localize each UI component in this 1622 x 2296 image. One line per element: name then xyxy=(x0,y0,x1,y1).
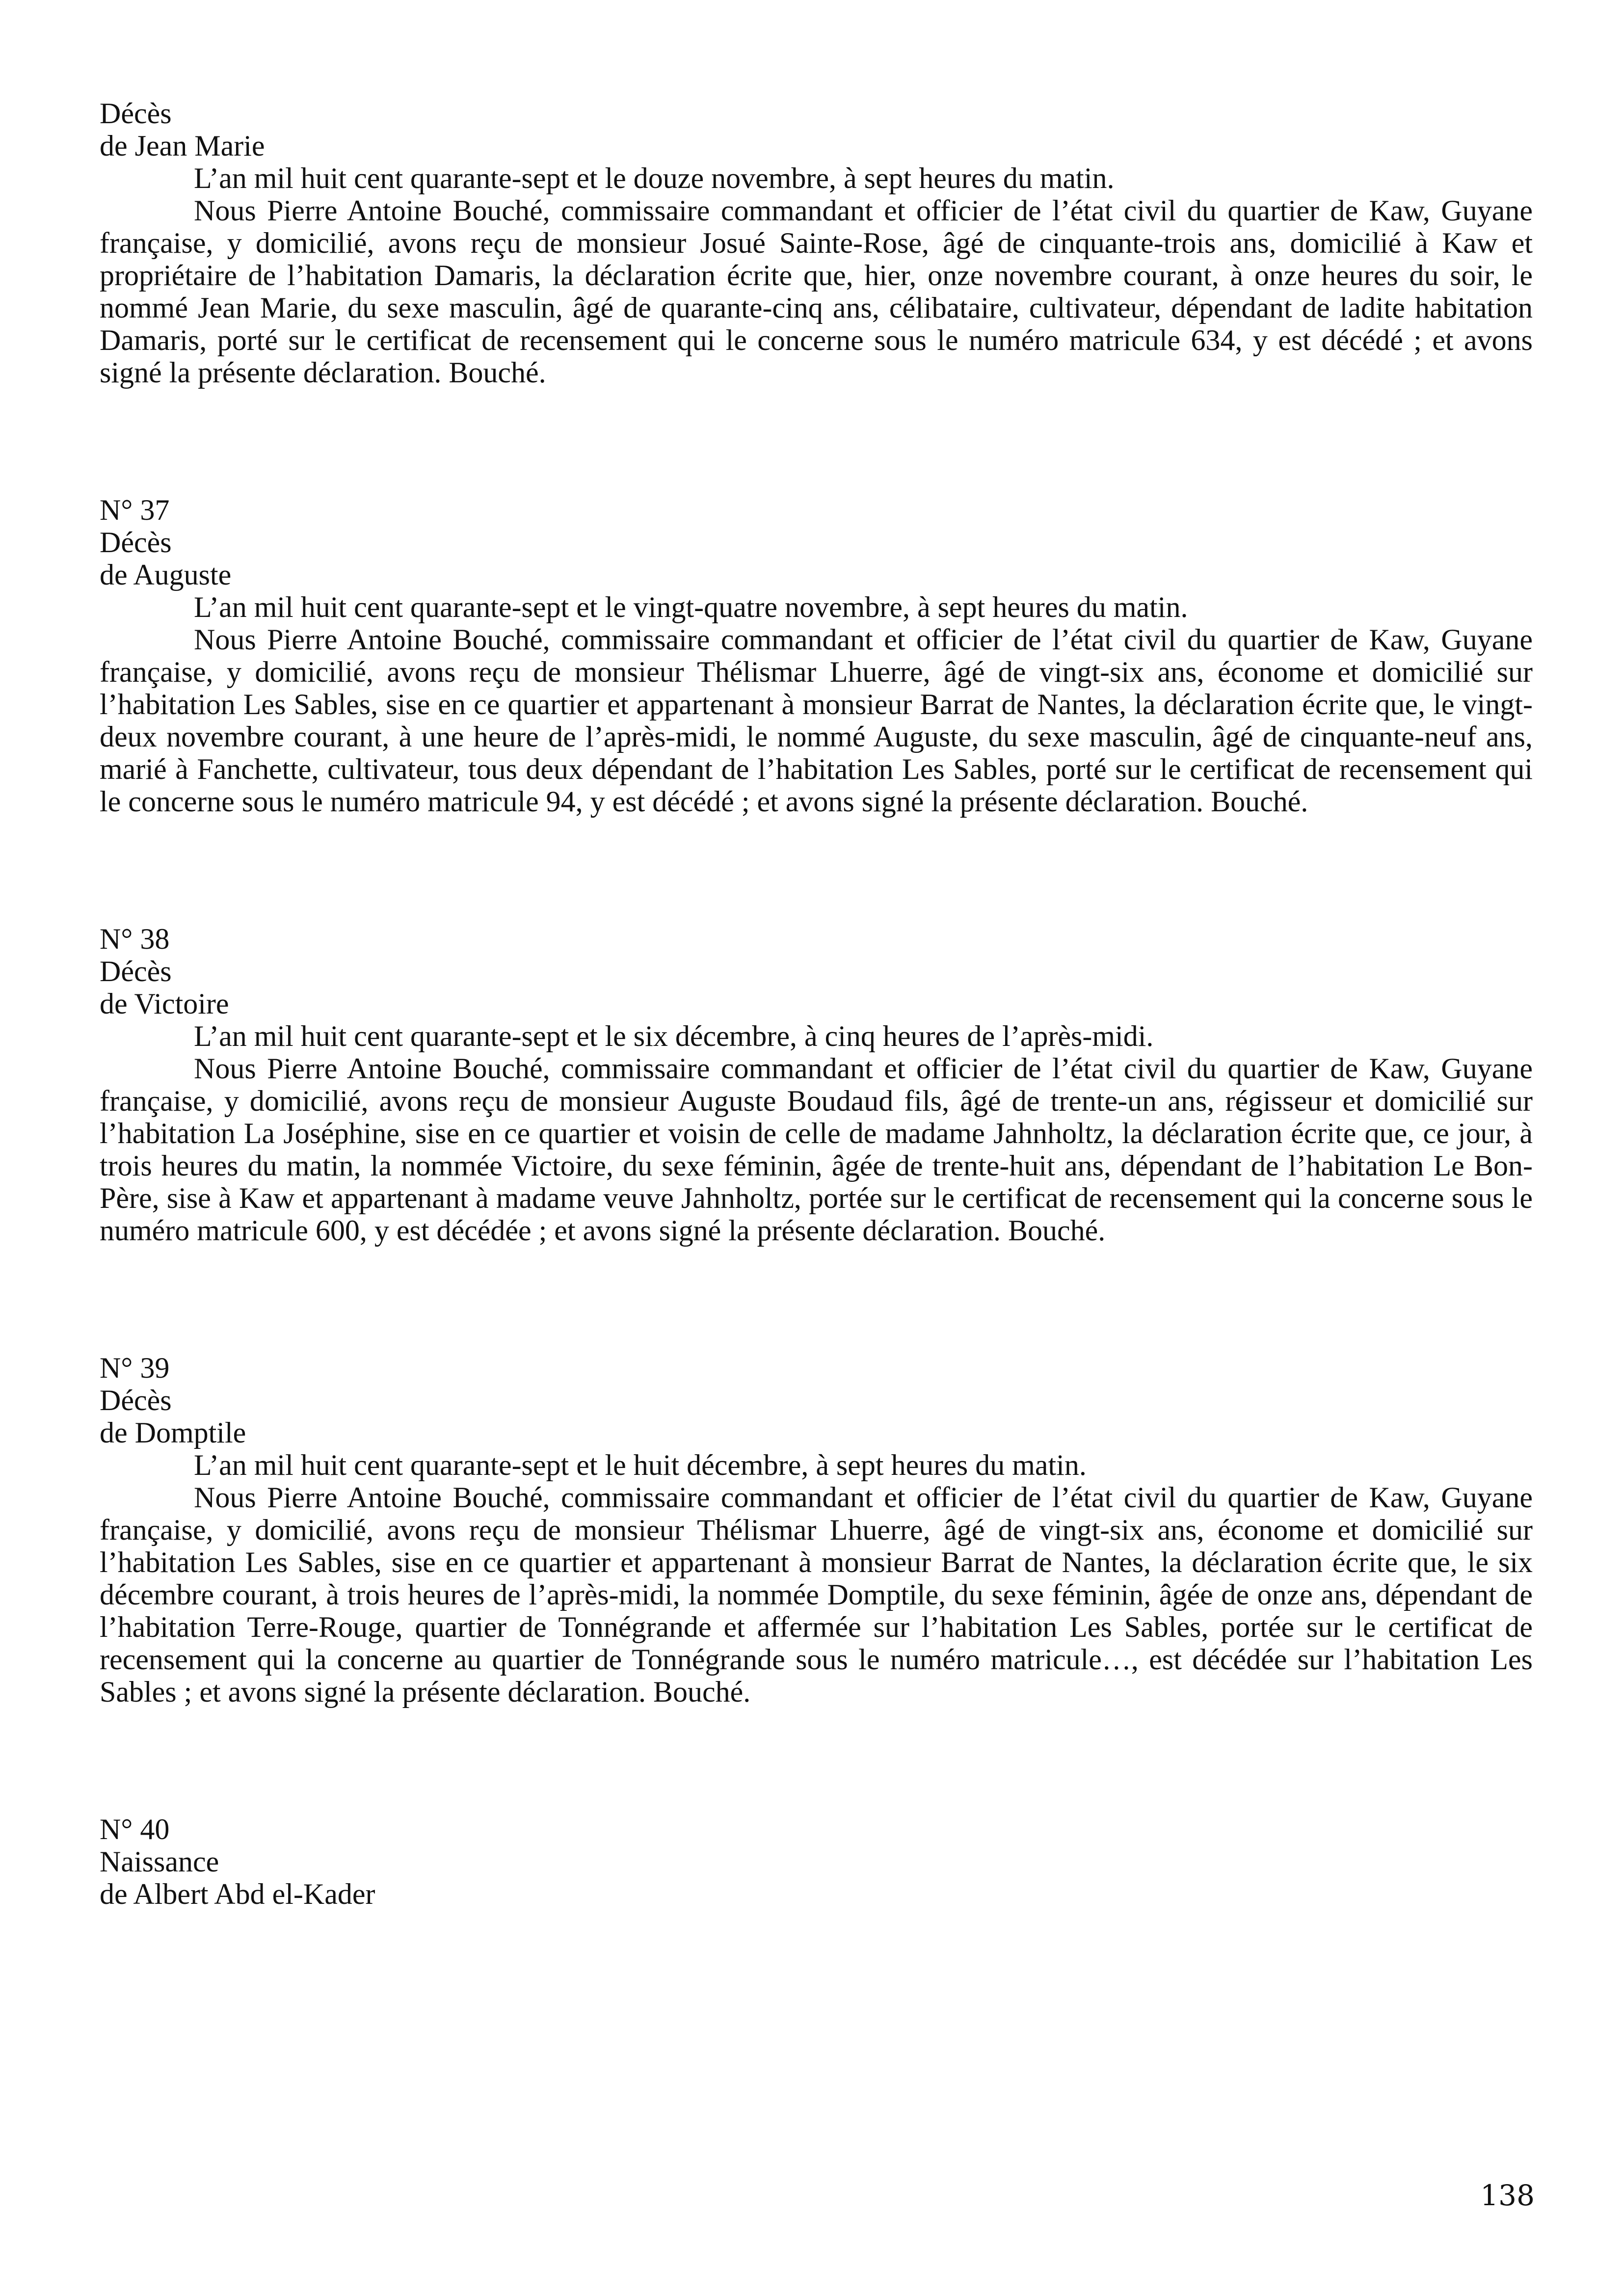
record-type: Décès xyxy=(100,97,172,130)
record-name: de Domptile xyxy=(100,1416,246,1449)
record-entry-40 xyxy=(100,1813,1533,1910)
record-entry-37 xyxy=(100,494,1533,818)
record-name: de Jean Marie xyxy=(100,130,265,162)
record-entry-jean-marie xyxy=(100,97,1533,389)
record-type: Décès xyxy=(100,526,172,559)
record-entry-38 xyxy=(100,923,1533,1247)
document-page xyxy=(100,97,1533,1910)
record-type: Décès xyxy=(100,1384,172,1416)
record-declaration-paragraph: Nous Pierre Antoine Bouché, commissaire commandant et officier de l’état civil du quartier de Kaw, Guyane française, y domicilié, avons reçu de monsieur Thélismar Lhuerre, âgé de vingt-six ans, économe et domicilié sur l’habitation Les Sables, sise en ce quartier et appartenant à monsieur Barrat de Nantes, la déclaration écrite que, le vingt-deux novembre courant, à une heure de l’après-midi, le nommé Auguste, du sexe masculin, âgé de cinquante-neuf ans, marié à Fanchette, cultivateur, tous deux dépendant de l’habitation Les Sables, porté sur le certificat de recensement qui le concerne sous le numéro matricule 94, y est décédé ; et avons signé la présente déclaration. Bouché. xyxy=(100,623,1533,818)
record-name: de Auguste xyxy=(100,559,232,591)
record-name: de Victoire xyxy=(100,988,229,1020)
page-number: 138 xyxy=(1480,2179,1535,2212)
record-date-paragraph: L’an mil huit cent quarante-sept et le douze novembre, à sept heures du matin. xyxy=(194,162,1115,194)
record-declaration-paragraph: Nous Pierre Antoine Bouché, commissaire commandant et officier de l’état civil du quartier de Kaw, Guyane française, y domicilié, avons reçu de monsieur Thélismar Lhuerre, âgé de vingt-six ans, économe et domicilié sur l’habitation Les Sables, sise en ce quartier et appartenant à monsieur Barrat de Nantes, la déclaration écrite que, le six décembre courant, à trois heures de l’après-midi, la nommée Domptile, du sexe féminin, âgée de onze ans, dépendant de l’habitation Terre-Rouge, quartier de Tonnégrande et affermée sur l’habitation Les Sables, portée sur le certificat de recensement qui la concerne au quartier de Tonnégrande sous le numéro matricule…, est décédée sur l’habitation Les Sables ; et avons signé la présente déclaration. Bouché. xyxy=(100,1481,1533,1708)
record-date-paragraph: L’an mil huit cent quarante-sept et le huit décembre, à sept heures du matin. xyxy=(194,1449,1087,1481)
record-name: de Albert Abd el-Kader xyxy=(100,1878,375,1910)
record-declaration-paragraph: Nous Pierre Antoine Bouché, commissaire commandant et officier de l’état civil du quartier de Kaw, Guyane française, y domicilié, avons reçu de monsieur Josué Sainte-Rose, âgé de cinquante-trois ans, domicilié à Kaw et propriétaire de l’habitation Damaris, la déclaration écrite que, hier, onze novembre courant, à onze heures du soir, le nommé Jean Marie, du sexe masculin, âgé de quarante-cinq ans, célibataire, cultivateur, dépendant de ladite habitation Damaris, porté sur le certificat de recensement qui le concerne sous le numéro matricule 634, y est décédé ; et avons signé la présente déclaration. Bouché. xyxy=(100,194,1533,389)
record-entry-39 xyxy=(100,1352,1533,1708)
record-type: Naissance xyxy=(100,1845,219,1878)
record-type: Décès xyxy=(100,955,172,988)
record-declaration-paragraph: Nous Pierre Antoine Bouché, commissaire commandant et officier de l’état civil du quartier de Kaw, Guyane française, y domicilié, avons reçu de monsieur Auguste Boudaud fils, âgé de trente-un ans, régisseur et domicilié sur l’habitation La Joséphine, sise en ce quartier et voisin de celle de madame Jahnholtz, la déclaration écrite que, ce jour, à trois heures du matin, la nommée Victoire, du sexe féminin, âgée de trente-huit ans, dépendant de l’habitation Le Bon-Père, sise à Kaw et appartenant à madame veuve Jahnholtz, portée sur le certificat de recensement qui la concerne sous le numéro matricule 600, y est décédée ; et avons signé la présente déclaration. Bouché. xyxy=(100,1052,1533,1247)
record-number: N° 39 xyxy=(100,1352,170,1384)
record-number: N° 37 xyxy=(100,494,170,526)
record-date-paragraph: L’an mil huit cent quarante-sept et le six décembre, à cinq heures de l’après-midi. xyxy=(194,1020,1154,1052)
record-number: N° 38 xyxy=(100,923,170,955)
record-number: N° 40 xyxy=(100,1813,170,1845)
record-date-paragraph: L’an mil huit cent quarante-sept et le vingt-quatre novembre, à sept heures du matin. xyxy=(194,591,1188,623)
